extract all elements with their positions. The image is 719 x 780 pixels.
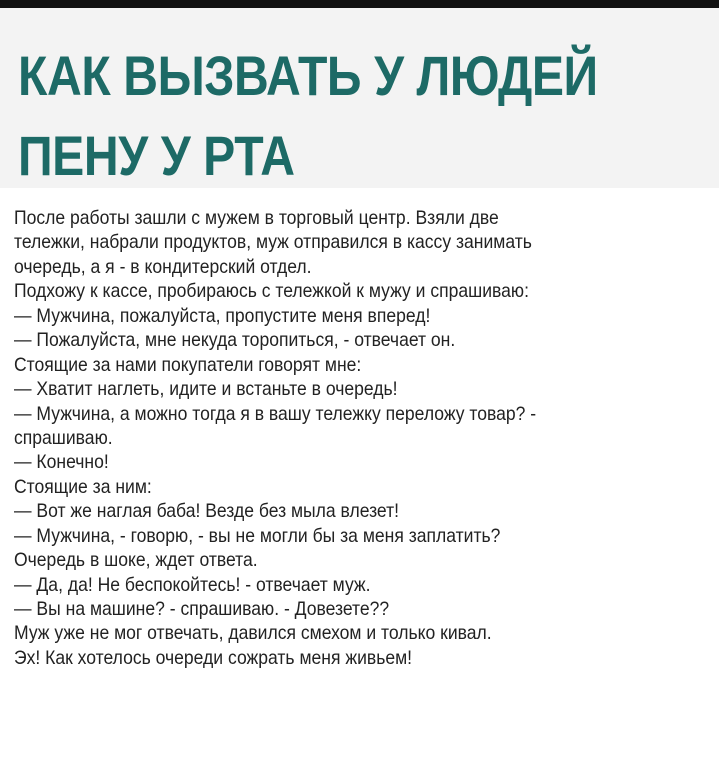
story-line: — Вот же наглая баба! Везде без мыла влезет! xyxy=(14,500,400,523)
headline-line-2: ПЕНУ У РТА xyxy=(18,124,295,187)
story-line: тележки, набрали продуктов, муж отправился в кассу занимать xyxy=(14,231,532,254)
story-line: После работы зашли с мужем в торговый центр. Взяли две xyxy=(14,207,499,229)
story-line: — Мужчина, - говорю, - вы не могли бы за меня заплатить? xyxy=(14,524,501,547)
story-line: — Пожалуйста, мне некуда торопиться, - отвечает он. xyxy=(14,329,456,352)
story-line: спрашиваю. xyxy=(14,426,113,449)
top-border xyxy=(0,0,719,8)
story-line: — Хватит наглеть, идите и встаньте в очередь! xyxy=(14,378,398,401)
story-text xyxy=(14,206,714,670)
headline-line-1: КАК ВЫЗВАТЬ У ЛЮДЕЙ xyxy=(18,44,598,107)
title-block xyxy=(0,8,719,188)
story-line: Стоящие за нами покупатели говорят мне: xyxy=(14,353,362,376)
story-line: — Мужчина, а можно тогда я в вашу тележку переложу товар? - xyxy=(14,402,537,425)
story-line: Очередь в шоке, ждет ответа. xyxy=(14,549,258,572)
story-line: — Вы на машине? - спрашиваю. - Довезете?? xyxy=(14,598,390,620)
story-line: Эх! Как хотелось очереди сожрать меня живьем! xyxy=(14,646,413,669)
story-line: очередь, а я - в кондитерский отдел. xyxy=(14,255,312,278)
story-line: — Да, да! Не беспокойтесь! - отвечает муж. xyxy=(14,573,371,596)
story-line: Стоящие за ним: xyxy=(14,475,152,498)
story-line: — Конечно! xyxy=(14,451,109,474)
story-line: Подхожу к кассе, пробираюсь с тележкой к мужу и спрашиваю: xyxy=(14,280,529,303)
story-line: Муж уже не мог отвечать, давился смехом и только кивал. xyxy=(14,622,492,645)
story-line: — Мужчина, пожалуйста, пропустите меня вперед! xyxy=(14,304,431,327)
